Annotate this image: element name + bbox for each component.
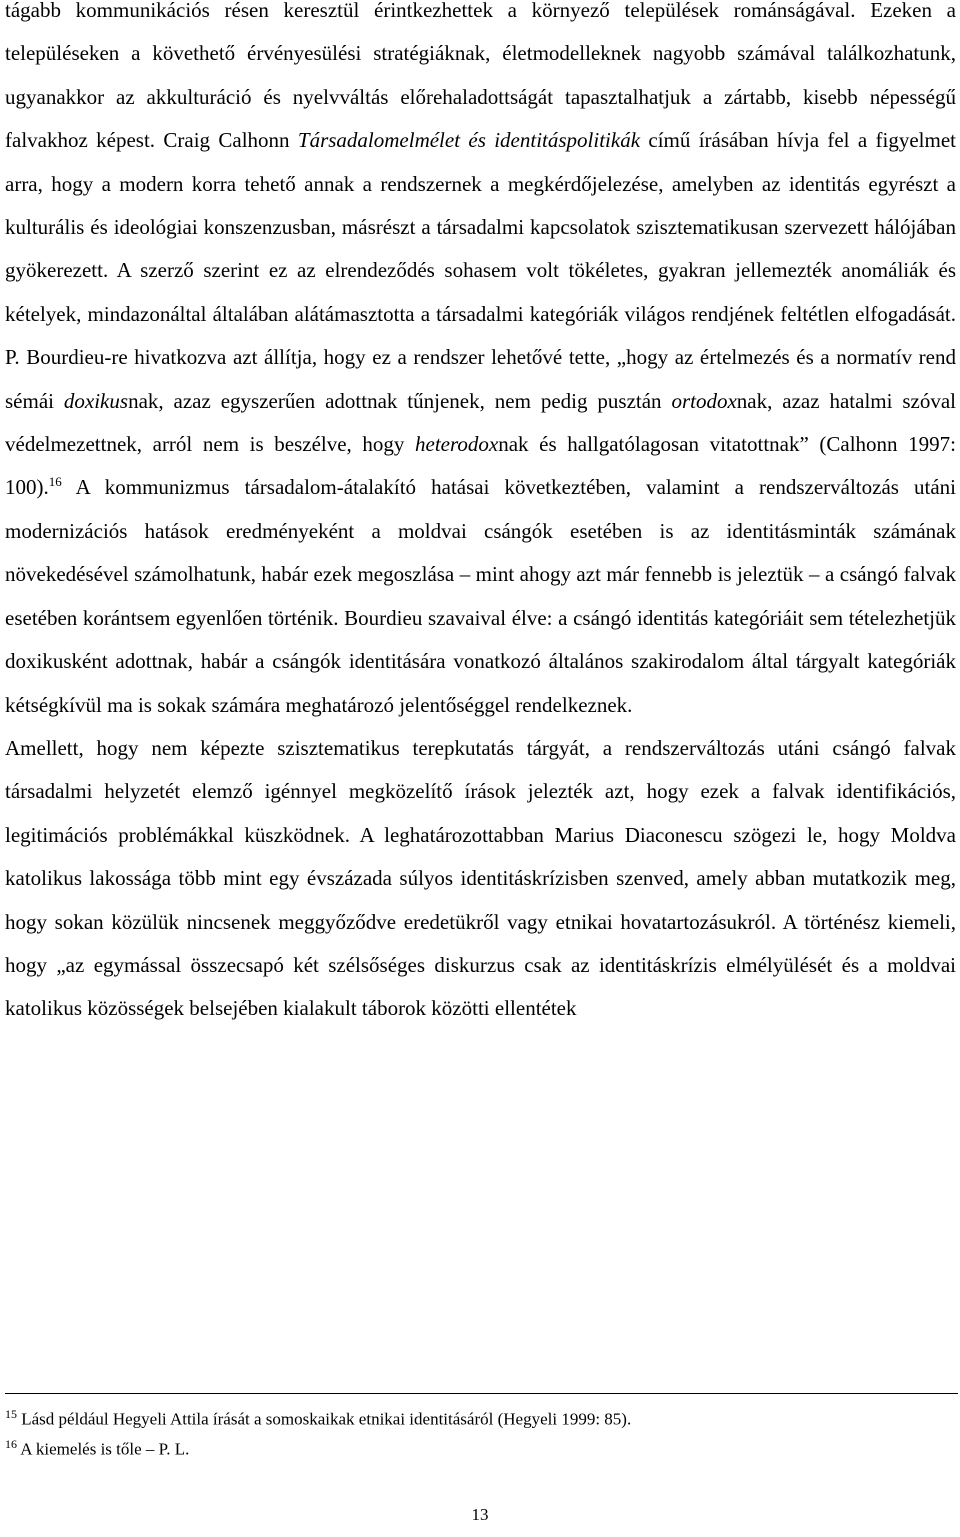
footnote-text: Lásd például Hegyeli Attila írását a somoskaikak etnikai identitásáról (Hegyeli 1999: 85). <box>17 1409 632 1429</box>
book-title: Társadalomelmélet és identitáspolitikák <box>297 128 641 153</box>
body-text <box>5 0 956 1031</box>
footnote-number: 15 <box>5 1407 17 1421</box>
paragraph-1 <box>5 0 956 727</box>
paragraph-1-text-4: nak, azaz egyszerűen adottnak tűnjenek, nem pedig pusztán <box>128 388 672 413</box>
footnote-ref-16: 16 <box>48 474 62 490</box>
paragraph-1-text-6: nak és hallgatólagosan vitatottnak” (Calhonn 1997: 100). <box>5 432 956 500</box>
footnote-divider <box>5 1393 958 1394</box>
term-heterodox: heterodox <box>415 432 499 457</box>
paragraph-1-text-5: nak, azaz hatalmi szóval védelmezettnek, arról nem is beszélve, hogy <box>5 388 957 457</box>
paragraph-2: Amellett, hogy nem képezte szisztematikus terepkutatás tárgyát, a rendszerváltozás utáni csángó falvak társadalmi helyzetét elemző igénnyel megközelítő írások jelezték azt, hogy ezek a falvak identifikációs, legitimációs problémákkal küszködnek. A leghatározottabban Marius Diaconescu szögezi le, hogy Moldva katolikus lakossága több mint egy évszázada súlyos identitáskrízisben szenved, amely abban mutatkozik meg, hogy sokan közülük nincsenek meggyőződve eredetükről vagy etnikai hovatartozásukról. A történész kiemeli, hogy „az egymással összecsapó két szélsőséges diskurzus csak az identitáskrízis elmélyülését és a moldvai katolikus közösségek belsejében kialakult táborok közötti ellentétek <box>5 735 956 1021</box>
term-ortodox: ortodox <box>671 388 737 413</box>
paragraph-1-text-7: A kommunizmus társadalom-átalakító hatásai következtében, valamint a rendszerváltozás utáni modernizációs hatások eredményeként a moldvai csángók esetében is az identitásminták számának növekedésével számolhatunk, habár ezek megoszlása – mint ahogy azt már fennebb is jeleztük – a csángó falvak esetében korántsem egyenlően történik. Bourdieu szavaival élve: a csángó identitás kategóriáit sem tételezhetjük doxikusként adottnak, habár a csángók identitására vonatkozó általános szakirodalom által tárgyalt kategóriák kétségkívül ma is sokak számára meghatározó jelentőséggel rendelkeznek. <box>5 475 956 717</box>
footnote-text: A kiemelés is tőle – P. L. <box>17 1439 190 1459</box>
paragraph-1-text-2: Craig Calhonn <box>163 128 298 153</box>
footnotes <box>5 1393 956 1461</box>
term-doxikus: doxikus <box>63 388 129 413</box>
footnote-15 <box>5 1402 956 1432</box>
footnote-16 <box>5 1432 956 1462</box>
paragraph-1-text-3: című írásában hívja fel a figyelmet arra, hogy a modern korra tehető annak a rendszernek a megkérdőjelezése, amelyben az identitás egyrészt a kulturális és ideológiai konszenzusban, másrészt a társadalmi kapcsolatok szisztematikusan szervezett hálójában gyökerezett. A szerző szerint ez az elrendeződés sohasem volt tökéletes, gyakran jellemezték anomáliák és kételyek, mindazonáltal általában alátámasztotta a társadalmi kategóriák világos rendjének feltétlen elfogadását. P. Bourdieu-re hivatkozva azt állítja, hogy ez a rendszer lehetővé tette, „hogy az értelmezés és a normatív rend sémái <box>5 128 956 413</box>
page-number: 13 <box>471 1505 489 1524</box>
footnote-number: 16 <box>5 1436 17 1451</box>
paragraph-1-sentence-1: tágabb kommunikációs résen keresztül érintkezhettek a környező települések románságával. Ezeken a településeken a követhető érvényesülési stratégiáknak, életmodelleknek nagyobb számával találkozhatunk, ugyanakkor az akkulturáció és nyelvváltás előrehaladottságát tapasztalhatjuk a zártabb, kisebb népességű falvakhoz képest. <box>5 0 956 153</box>
